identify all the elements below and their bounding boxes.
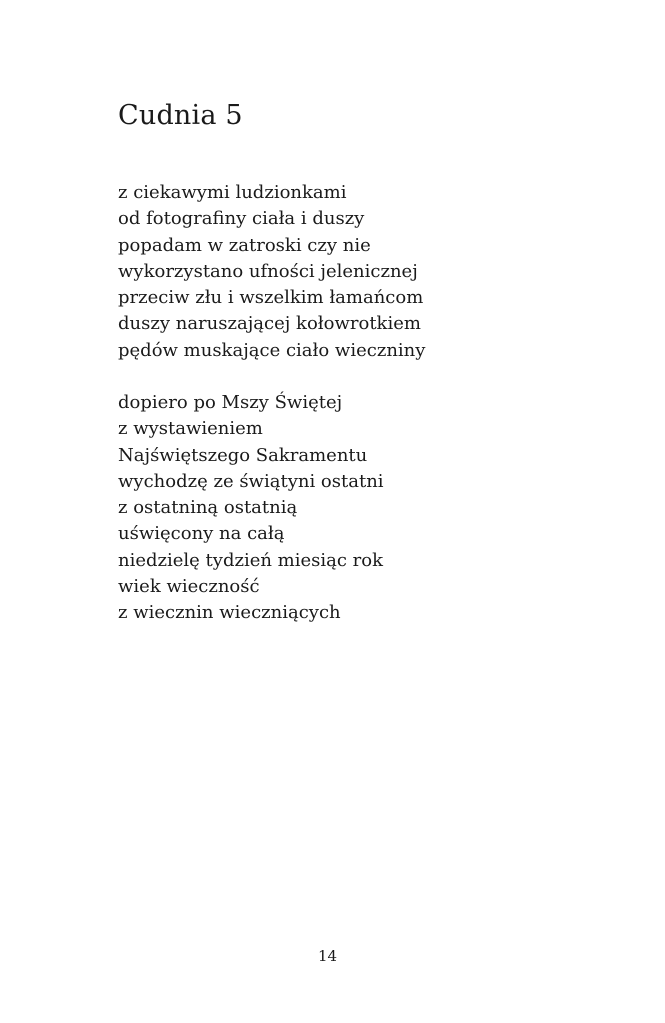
poem-line: z wystawieniem — [118, 418, 263, 440]
poem-line: wychodzę ze świątyni ostatni — [118, 470, 384, 492]
poem-title: Cudnia 5 — [118, 100, 243, 131]
stanza-2 — [118, 390, 384, 627]
poem-line: od fotografiny ciała i duszy — [118, 208, 365, 230]
poem-line: przeciw złu i wszelkim łamańcom — [118, 287, 424, 309]
poem-line: dopiero po Mszy Świętej — [118, 392, 343, 413]
poem-line: z wiecznin wieczniących — [118, 602, 341, 624]
poem-line: niedzielę tydzień miesiąc rok — [118, 549, 384, 571]
poem-line: uświęcony na całą — [118, 523, 285, 545]
poem-line: z ostatniną ostatnią — [118, 497, 298, 519]
page-number: 14 — [317, 947, 338, 965]
poem-line: popadam w zatroski czy nie — [118, 234, 371, 256]
poem-line: duszy naruszającej kołowrotkiem — [118, 313, 421, 335]
poem-line: pędów muskające ciało wieczniny — [118, 339, 426, 361]
poem-line: Najświętszego Sakramentu — [118, 444, 368, 466]
poem-line: wykorzystano ufności jelenicznej — [118, 260, 418, 282]
poem-line: wiek wieczność — [118, 576, 260, 598]
poem-line: z ciekawymi ludzionkami — [118, 182, 347, 203]
stanza-1 — [118, 180, 425, 364]
